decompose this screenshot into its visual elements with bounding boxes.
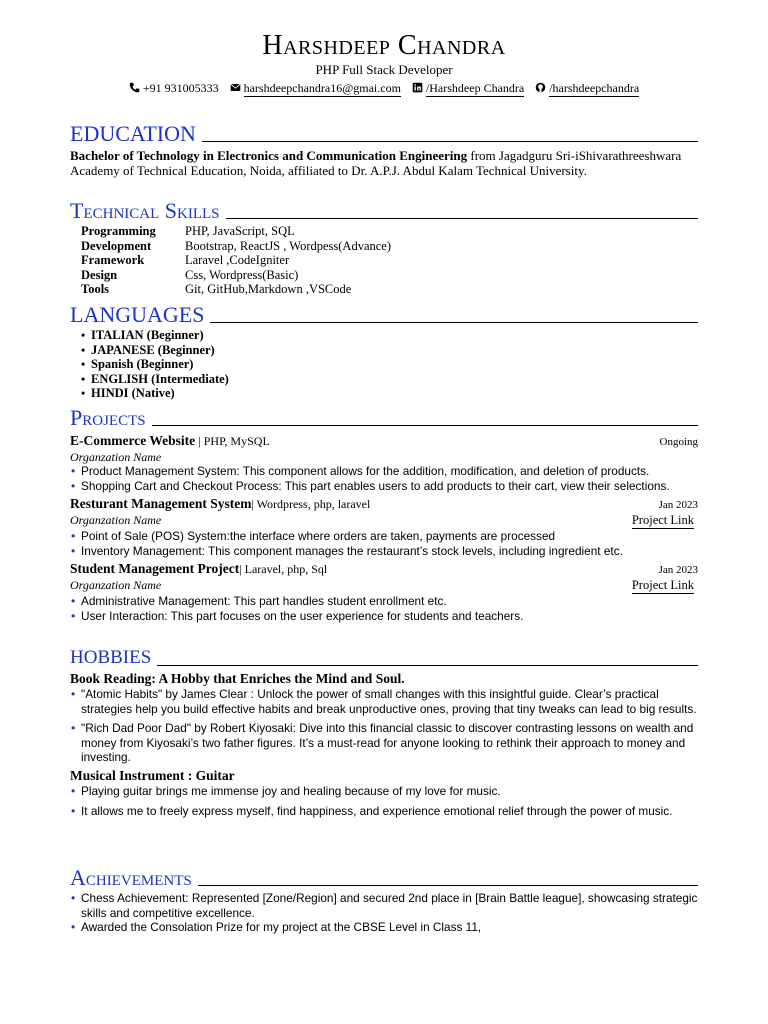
skill-key: Programming bbox=[81, 224, 156, 238]
projects-title: Projects bbox=[70, 406, 152, 430]
project-org-row bbox=[70, 578, 698, 594]
project-status: Ongoing bbox=[659, 436, 698, 448]
candidate-name: Harshdeep Chandra bbox=[262, 30, 506, 61]
achievements-list bbox=[70, 891, 698, 935]
resume-header bbox=[0, 30, 768, 96]
phone-number: +91 931005333 bbox=[142, 81, 219, 95]
section-rule bbox=[70, 665, 698, 666]
project-entry bbox=[70, 433, 698, 493]
project-title: E-Commerce Website bbox=[70, 433, 196, 448]
degree-details: from Jagadguru Sri-iShivarathreeshwara Academy of Technical Education, Noida, affiliated to Dr. A.P.J. Abdul Kalam Technical University. bbox=[70, 148, 682, 178]
languages-section bbox=[70, 303, 698, 401]
languages-list bbox=[80, 328, 698, 401]
project-bullets bbox=[70, 464, 698, 493]
skill-row bbox=[81, 268, 698, 283]
skills-title: Technical Skills bbox=[70, 199, 226, 223]
linkedin-icon bbox=[412, 82, 423, 93]
project-org: Organzation Name bbox=[70, 578, 162, 593]
project-bullet: • Point of Sale (POS) System:the interface where orders are taken, payments are processed bbox=[70, 529, 698, 544]
project-bullet: • Product Management System: This component allows for the addition, modification, and deletion of products. bbox=[70, 464, 698, 479]
skill-key: Tools bbox=[81, 282, 110, 297]
linkedin-link[interactable]: /Harshdeep Chandra bbox=[425, 81, 525, 95]
achievement-item: • Chess Achievement: Represented [Zone/Region] and secured 2nd place in [Brain Battle league], showcasing strategic skills and competitive excellence. bbox=[70, 891, 698, 920]
music-list bbox=[70, 784, 698, 818]
project-bullets bbox=[70, 529, 698, 558]
project-bullet: • User Interaction: This part focuses on the user experience for students and teachers. bbox=[70, 609, 698, 624]
project-org: Organzation Name bbox=[70, 450, 162, 464]
contact-bar bbox=[0, 80, 768, 96]
skill-key: Design bbox=[81, 267, 118, 282]
reading-item: • "Atomic Habits" by James Clear : Unlock the power of small changes with this insightful guide. Clear’s practical strategies help you build effective habits and break unproductive ones, proving that tiny tweaks can lead to big results. bbox=[70, 687, 698, 716]
hobbies-heading bbox=[70, 646, 698, 670]
project-header bbox=[70, 561, 698, 578]
phone-icon bbox=[129, 82, 140, 93]
project-bullets bbox=[70, 594, 698, 623]
skill-key: Development bbox=[81, 238, 152, 253]
project-org-row bbox=[70, 450, 698, 464]
language-item: • Spanish (Beginner) bbox=[80, 357, 698, 372]
github-link[interactable]: /harshdeepchandra bbox=[549, 81, 640, 95]
skills-heading bbox=[70, 199, 698, 223]
hobbies-title: HOBBIES bbox=[70, 646, 157, 670]
achievement-item: • Awarded the Consolation Prize for my project at the CBSE Level in Class 11, bbox=[70, 920, 698, 935]
skill-row bbox=[81, 253, 698, 268]
languages-heading bbox=[70, 303, 698, 327]
project-title: Student Management Project bbox=[70, 561, 240, 577]
education-heading bbox=[70, 122, 698, 146]
education-entry bbox=[70, 149, 698, 179]
project-org: Organzation Name bbox=[70, 513, 162, 528]
skill-key: Framework bbox=[81, 253, 145, 268]
linkedin-contact[interactable] bbox=[412, 80, 524, 96]
achievements-heading bbox=[70, 866, 698, 890]
candidate-role: PHP Full Stack Developer bbox=[315, 62, 453, 77]
languages-title: LANGUAGES bbox=[70, 303, 210, 327]
skill-value: Laravel ,CodeIgniter bbox=[185, 253, 290, 268]
skill-value: PHP, JavaScript, SQL bbox=[185, 224, 295, 238]
project-bullet: • Administrative Management: This part handles student enrollment etc. bbox=[70, 594, 698, 609]
skill-row bbox=[81, 282, 698, 297]
project-header bbox=[70, 496, 698, 513]
music-item: • Playing guitar brings me immense joy and healing because of my love for music. bbox=[70, 784, 698, 799]
reading-list bbox=[70, 687, 698, 765]
projects-heading bbox=[70, 406, 698, 430]
project-entry bbox=[70, 496, 698, 558]
project-tech: | Laravel, php, Sql bbox=[239, 562, 328, 577]
email-icon bbox=[230, 82, 241, 93]
project-header bbox=[70, 433, 698, 450]
reading-item: • "Rich Dad Poor Dad" by Robert Kiyosaki: Dive into this financial classic to discover contrasting lessons on wealth and money from Kiyosaki’s two father figures. It’s a must-read for anyone looking to rethink their approach to money and investing. bbox=[70, 721, 698, 765]
skill-row bbox=[81, 239, 698, 254]
language-item: • JAPANESE (Beginner) bbox=[80, 343, 698, 358]
github-contact[interactable] bbox=[535, 80, 639, 96]
education-section bbox=[70, 122, 698, 179]
skill-value: Css, Wordpress(Basic) bbox=[185, 267, 299, 282]
reading-heading: Book Reading: A Hobby that Enriches the Mind and Soul. bbox=[70, 671, 405, 686]
skill-row bbox=[81, 224, 698, 239]
project-bullet: • Shopping Cart and Checkout Process: This part enables users to add products to their cart, view their selections. bbox=[70, 479, 698, 494]
section-rule bbox=[70, 425, 698, 426]
project-tech: | Wordpress, php, laravel bbox=[251, 497, 371, 512]
language-item: • ITALIAN (Beginner) bbox=[80, 328, 698, 343]
projects-section bbox=[70, 406, 698, 624]
project-entry bbox=[70, 561, 698, 623]
project-title: Resturant Management System bbox=[70, 496, 252, 512]
skill-value: Git, GitHub,Markdown ,VSCode bbox=[185, 282, 352, 297]
project-bullet: • Inventory Management: This component manages the restaurant’s stock levels, including ingredient etc. bbox=[70, 544, 698, 559]
email-link[interactable]: harshdeepchandra16@gmai.com bbox=[243, 81, 401, 95]
project-link[interactable]: Project Link bbox=[631, 578, 694, 593]
skill-value: Bootstrap, ReactJS , Wordpess(Advance) bbox=[185, 238, 392, 253]
language-item: • HINDI (Native) bbox=[80, 386, 698, 401]
music-item: • It allows me to freely express myself, find happiness, and experience emotional relief through the power of music. bbox=[70, 804, 698, 819]
project-date: Jan 2023 bbox=[658, 564, 698, 577]
skills-section bbox=[70, 199, 698, 297]
music-heading: Musical Instrument : Guitar bbox=[70, 767, 235, 783]
achievements-title: Achievements bbox=[70, 866, 198, 890]
education-title: EDUCATION bbox=[70, 122, 202, 146]
project-link[interactable]: Project Link bbox=[631, 513, 694, 528]
project-date: Jan 2023 bbox=[658, 499, 698, 512]
degree-name: Bachelor of Technology in Electronics and Communication Engineering bbox=[70, 148, 468, 163]
project-tech: | PHP, MySQL bbox=[198, 434, 270, 448]
hobbies-section bbox=[70, 646, 698, 823]
language-item: • ENGLISH (Intermediate) bbox=[80, 372, 698, 387]
github-icon bbox=[535, 82, 546, 93]
project-org-row bbox=[70, 513, 698, 529]
phone-contact[interactable] bbox=[129, 80, 219, 96]
email-contact[interactable] bbox=[230, 80, 401, 96]
skills-table bbox=[81, 224, 698, 297]
achievements-section bbox=[70, 866, 698, 935]
